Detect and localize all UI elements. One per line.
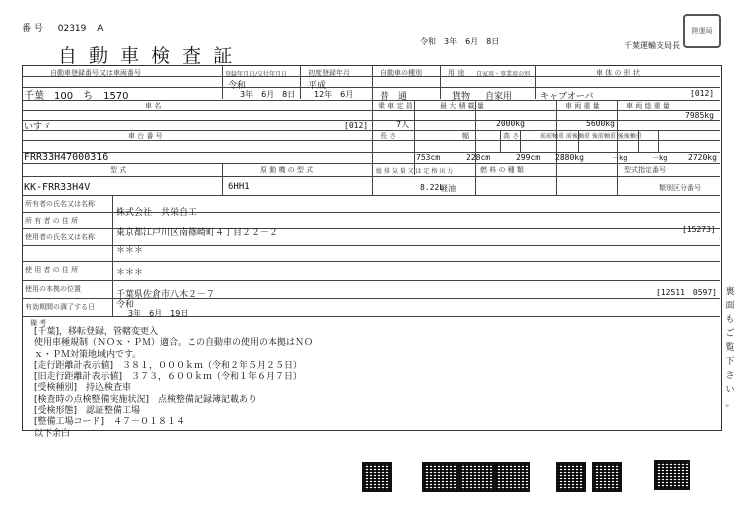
label-owner-addr: 所 有 者 の 住 所 <box>25 217 79 225</box>
remarks-line: [検査時の点検整備実施状況] 点検整備記録簿記載あり <box>34 394 258 405</box>
label-base: 使用の本拠の位置 <box>25 285 81 293</box>
chassis-number: FRR33H47000316 <box>24 152 109 163</box>
label-gross-weight: 車 両 総 重 量 <box>626 102 670 110</box>
label-user-addr: 使 用 者 の 住 所 <box>25 266 79 274</box>
first-era: 平成 <box>308 81 327 91</box>
base-location: 千葉県佐倉市八木２－７ <box>116 290 216 300</box>
qr-code-7 <box>654 460 690 490</box>
expiry-date: 3年 6月 19日 <box>128 309 189 318</box>
model: KK-FRR33H4V <box>24 182 91 193</box>
owner-code: [15273] <box>682 225 716 234</box>
reg-date: 3年 6月 8日 <box>240 90 296 99</box>
car-type: 普 通 <box>380 92 408 102</box>
label-body-shape: 車 体 の 形 状 <box>596 69 640 77</box>
qr-code-6 <box>592 462 622 492</box>
number-value: 02319 <box>57 24 87 34</box>
owner-address: 東京都江戸川区南篠崎町４丁目２２－２ <box>116 228 279 238</box>
max-load: 2000kg <box>496 119 525 128</box>
base-code: [12511 0597] <box>656 288 717 297</box>
body-code: [012] <box>690 89 715 98</box>
axle-2: －kg <box>612 154 628 162</box>
label-name: 車 名 <box>145 102 162 110</box>
user-name: ＊＊＊ <box>116 246 144 256</box>
label-car-type: 自動車の種別 <box>380 69 422 77</box>
label-expiry: 有効期間の満了する日 <box>25 303 95 311</box>
label-length: 長 さ <box>380 132 397 140</box>
label-chassis: 車 台 番 号 <box>128 132 163 140</box>
first-reg: 12年 6月 <box>314 90 354 99</box>
label-user-name: 使用者の氏名又は名称 <box>25 233 95 241</box>
issuer: 千葉運輸支局長 <box>624 41 680 50</box>
number-suffix: A <box>97 24 104 34</box>
label-height: 高 さ <box>503 132 520 140</box>
label-first-reg: 初度登録年月 <box>308 69 350 77</box>
label-class-code: 類別区分番号 <box>659 184 701 192</box>
qr-code-1 <box>362 462 392 492</box>
issue-date: 令和 3年 6月 8日 <box>420 37 500 46</box>
body-shape: キャブオーバ <box>540 92 594 102</box>
label-reg-number: 自動車登録番号又は車両番号 <box>50 69 141 77</box>
remarks-line: [整備工場コード] ４７－０１８１４ <box>34 417 186 428</box>
remarks-line: [受検種別] 持込検査車 <box>34 383 132 394</box>
remarks-line: 以下余白 <box>34 428 71 439</box>
remarks-line: ｘ・ＰＭ対策地域内です。 <box>34 349 142 360</box>
qr-code-3 <box>458 462 494 492</box>
document-title: 自 動 車 検 査 証 <box>58 45 236 67</box>
width: 228cm <box>466 153 491 162</box>
vehicle-weight: 5600kg <box>586 119 615 128</box>
qr-code-5 <box>556 462 586 492</box>
label-vehicle-weight: 車 両 重 量 <box>565 102 600 110</box>
label-engine: 原 動 機 の 型 式 <box>260 166 314 174</box>
remarks-line: [旧走行距離計表示値] ３７３，６００ｋｍ（令和１年６月７日） <box>34 372 303 383</box>
label-usage: 用 途 <box>448 69 465 77</box>
number-label: 番 号 <box>22 24 43 34</box>
engine-model: 6HH1 <box>228 182 250 192</box>
label-axle: 前前軸重 前後軸重 後前軸重 後後軸重 <box>540 133 642 140</box>
label-max-load: 最 大 積 載 量 <box>440 102 484 110</box>
label-fuel: 燃 料 の 種 類 <box>480 166 524 174</box>
label-displacement: 総 排 気 量 又 は 定 格 出 力 <box>376 168 454 175</box>
vehicle-name: いすゞ <box>24 122 52 132</box>
remarks-line: 使用車種規制（ＮＯｘ・ＰＭ）適合。この自動車の使用の本拠はＮＯ <box>34 338 314 349</box>
qr-code-4 <box>494 462 530 492</box>
label-model: 型 式 <box>110 166 127 174</box>
official-seal <box>683 14 721 48</box>
reg-number: 千葉 100 ち 1570 <box>24 91 129 102</box>
side-note: 裏 面 も ご 覧 下 さ い 。 <box>725 287 735 409</box>
fuel: 軽油 <box>440 184 456 193</box>
owner-name: 株式会社 共栄自工 <box>116 208 198 218</box>
remarks-line: [受検形態] 認証整備工場 <box>34 406 141 417</box>
label-capacity: 乗 車 定 員 <box>378 102 413 110</box>
remarks-block <box>34 327 594 440</box>
usage: 貨物 <box>452 92 471 102</box>
axle-rear: 2720kg <box>688 153 717 162</box>
label-owner-name: 所有者の氏名又は名称 <box>25 200 95 208</box>
reg-era: 令和 <box>228 81 247 91</box>
name-code: [012] <box>344 121 369 130</box>
height: 299cm <box>516 153 541 162</box>
gross-weight: 7985kg <box>685 111 714 120</box>
label-reg-date: 登録年月日/交付年月日 <box>225 71 288 78</box>
label-type-code: 型式指定番号 <box>624 166 666 174</box>
purpose: 自家用 <box>485 92 513 102</box>
remarks-line: [千葉]，移転登録，管轄変更入 <box>34 327 159 337</box>
label-width: 幅 <box>462 132 469 140</box>
qr-code-2 <box>422 462 458 492</box>
label-remarks: 備 考 <box>30 319 47 327</box>
displacement: 8.22L <box>420 183 445 192</box>
user-address: ＊＊＊ <box>116 268 144 278</box>
length: 753cm <box>416 153 441 162</box>
axle-front: 2880kg <box>555 153 584 162</box>
axle-3: －kg <box>652 154 668 162</box>
seal-text: 陸運局 <box>691 27 713 35</box>
capacity: 7人 <box>396 120 410 129</box>
label-purpose: 自家用・事業用の別 <box>476 71 531 78</box>
expiry-era: 令和 <box>116 300 135 310</box>
remarks-line: [走行距離計表示値] ３８１，０００ｋｍ（令和２年５月２５日） <box>34 360 303 371</box>
